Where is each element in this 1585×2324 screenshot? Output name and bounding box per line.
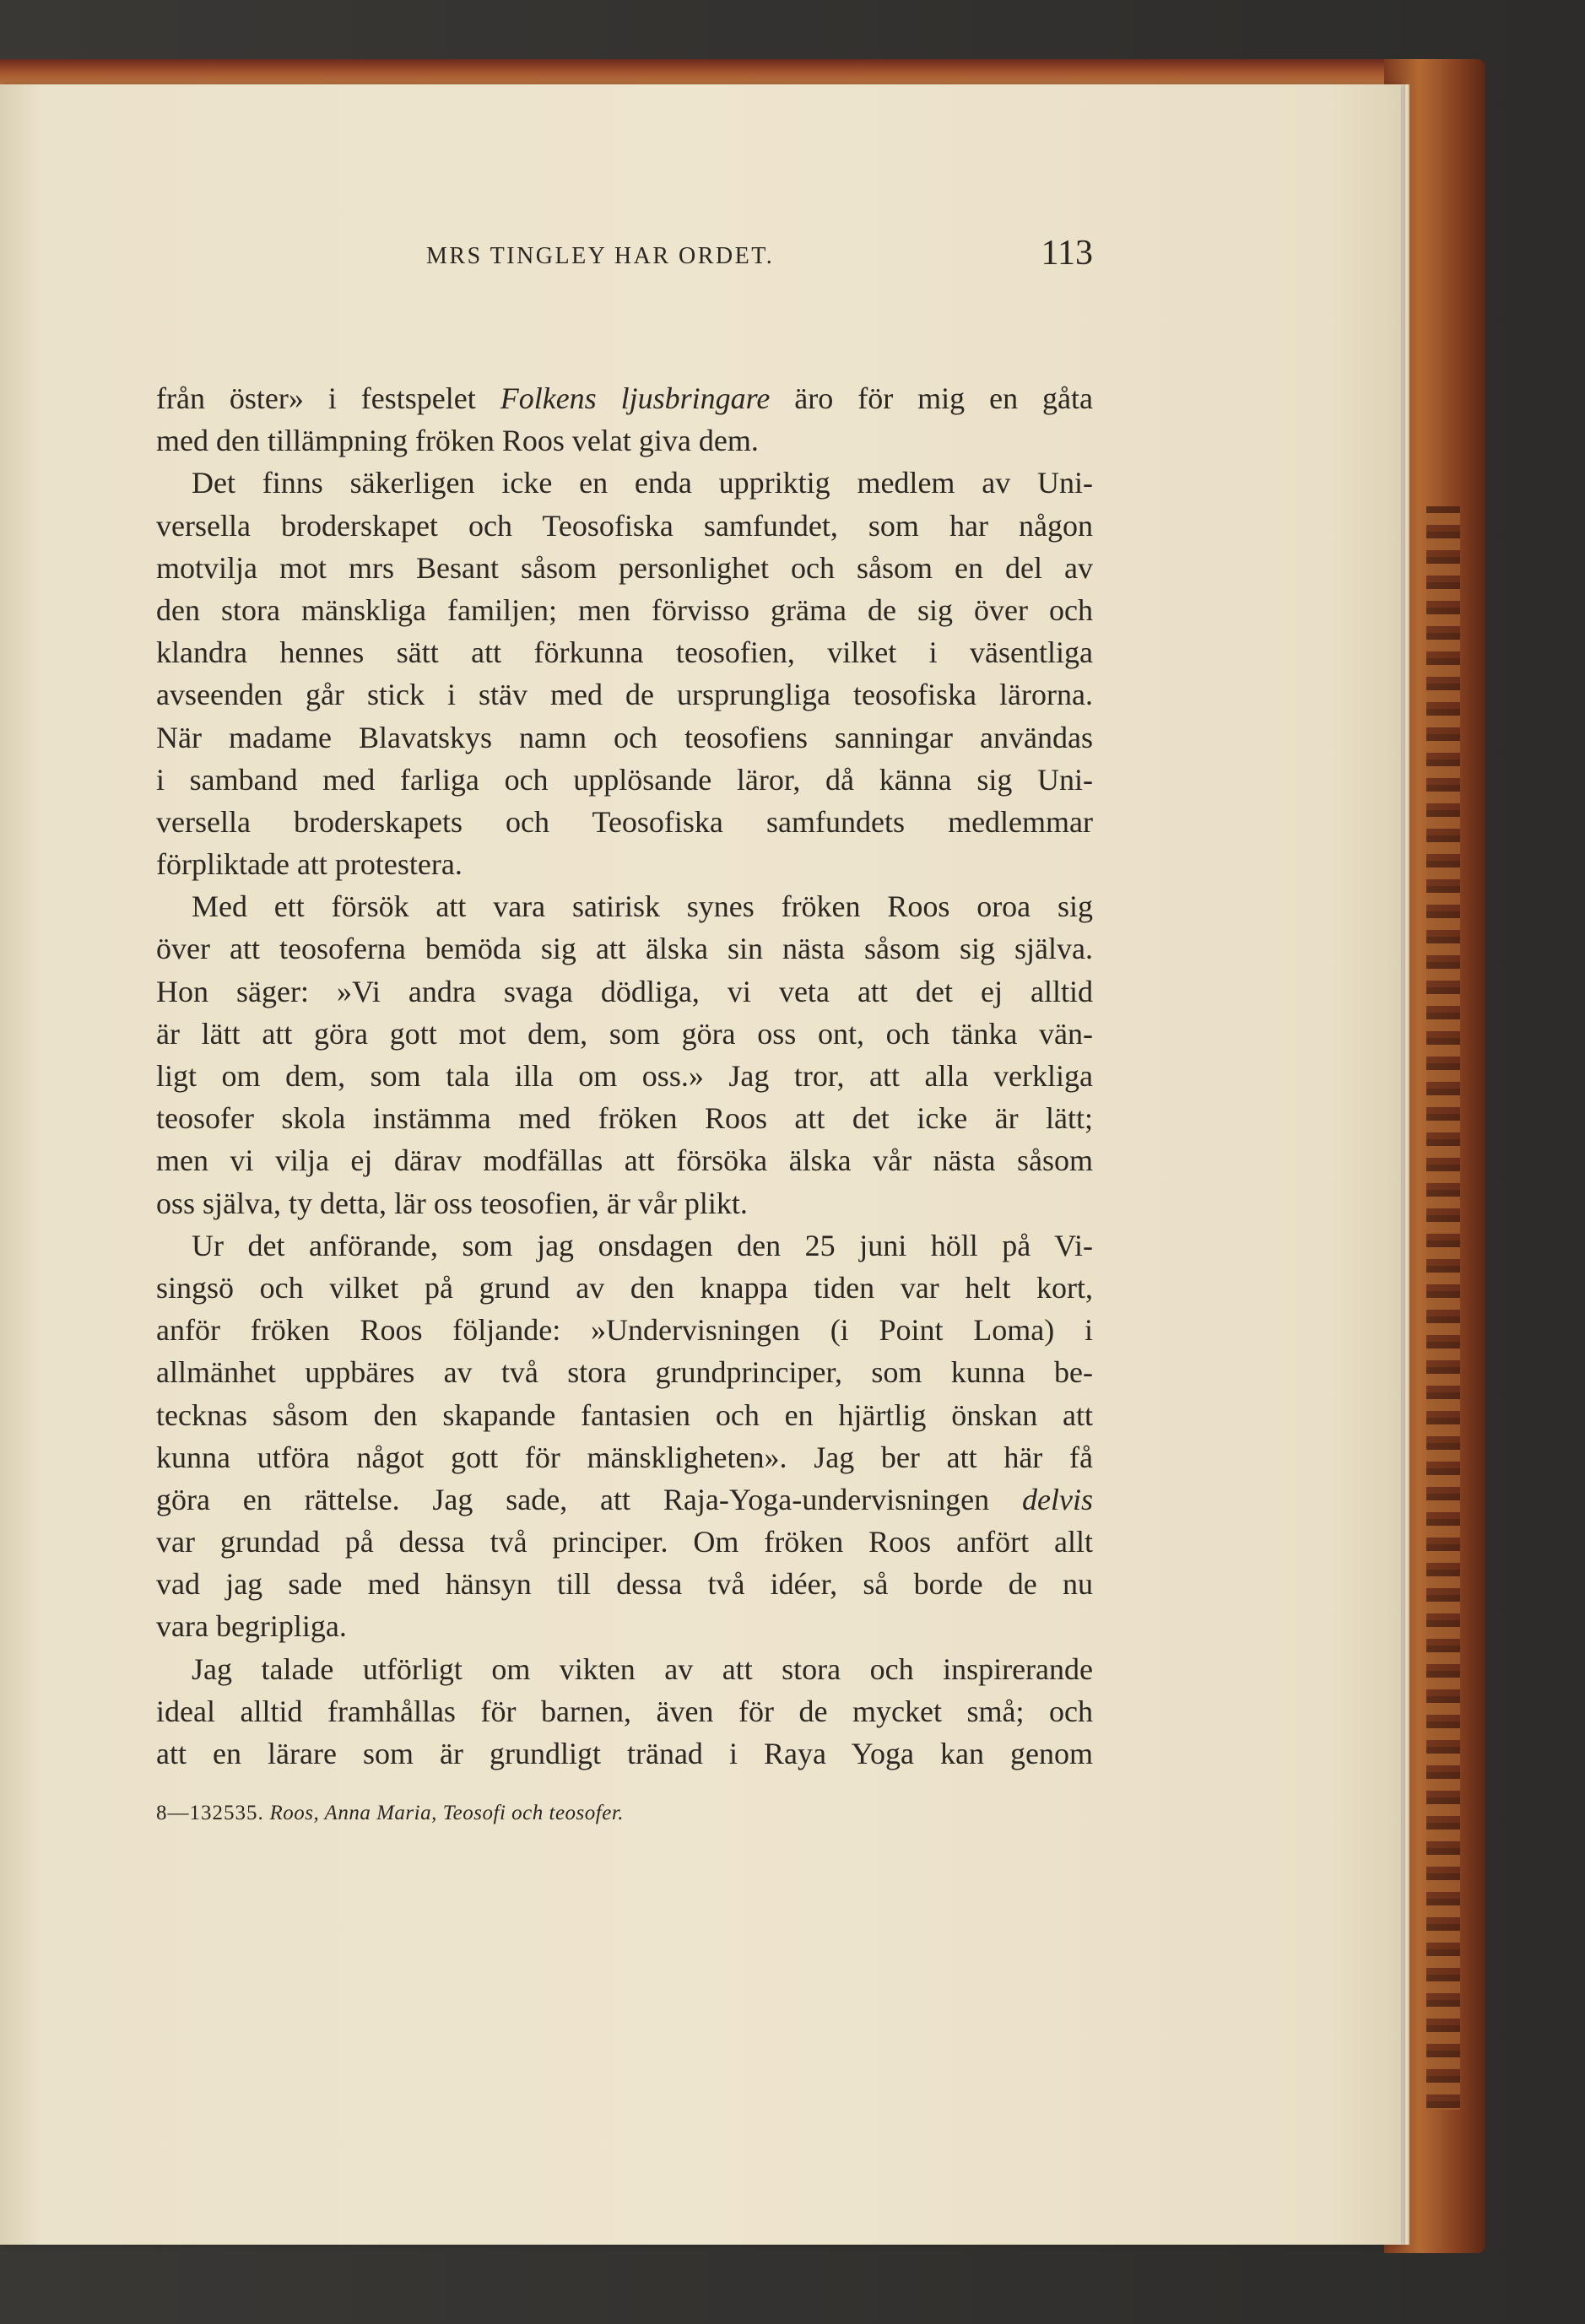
- text-line-1: [156, 377, 1093, 419]
- text-line: Med ett försök att vara satirisk synes fröken Roos oroa sig: [192, 889, 1093, 924]
- text-line: men vi vilja ej därav modfällas att försöka älska vår nästa såsom: [156, 1143, 1093, 1178]
- text-line: ideal alltid framhållas för barnen, även för de mycket små; och: [156, 1694, 1093, 1728]
- text-line: Det finns säkerligen icke en enda uppriktig medlem av Uni-: [192, 466, 1093, 500]
- running-head: MRS TINGLEY HAR ORDET.: [426, 243, 775, 269]
- text-line: tecknas såsom den skapande fantasien och en hjärtlig önskan att: [156, 1397, 1093, 1432]
- text-line: i samband med farliga och upplösande läror, då känna sig Uni-: [156, 762, 1093, 797]
- text-line-26-content: göra en rättelse. Jag sade, att Raja-Yoga-undervisningen delvis: [156, 1482, 1093, 1516]
- signature-mark: 8—132535.: [156, 1802, 264, 1824]
- text-line: att en lärare som är grundligt tränad i Raya Yoga kan genom: [156, 1737, 1093, 1770]
- text-line: var grundad på dessa två principer. Om fröken Roos anfört allt: [156, 1525, 1093, 1559]
- text-line: är lätt att göra gott mot dem, som göra oss ont, och tänka vän-: [156, 1016, 1093, 1051]
- text-line: kunna utföra något gott för mänskligheten». Jag ber att här få: [156, 1440, 1093, 1474]
- text-line: singsö och vilket på grund av den knappa tiden var helt kort,: [156, 1270, 1093, 1305]
- text-line: versella broderskapet och Teosofiska samfundet, som har någon: [156, 508, 1093, 543]
- marbled-cover-pattern: [1426, 506, 1460, 2110]
- text-line: vara begripliga.: [156, 1609, 347, 1644]
- text-line: ligt om dem, som tala illa om oss.» Jag tror, att alla verkliga: [156, 1059, 1093, 1093]
- text-line: den stora mänskliga familjen; men förvisso gräma de sig över och: [156, 592, 1093, 627]
- page-header: [156, 228, 1093, 278]
- body-text: [156, 377, 1093, 1775]
- text-line: allmänhet uppbäres av två stora grundprinciper, som kunna be-: [156, 1355, 1093, 1390]
- page-number: 113: [1041, 234, 1093, 273]
- text-line: oss själva, ty detta, lär oss teosofien, är vår plikt.: [156, 1186, 748, 1220]
- text-line: Hon säger: »Vi andra svaga dödliga, vi veta att det ej alltid: [156, 974, 1093, 1008]
- text-line: När madame Blavatskys namn och teosofiens sanningar användas: [156, 720, 1093, 754]
- footer-title: Teosofi och teosofer.: [442, 1802, 625, 1824]
- text-line-26: [156, 1478, 1093, 1521]
- text-line: motvilja mot mrs Besant såsom personlighet och såsom en del av: [156, 550, 1093, 585]
- signature-footer: [156, 1802, 624, 1825]
- text-line: vad jag sade med hänsyn till dessa två idéer, så borde de nu: [156, 1567, 1093, 1602]
- text-line: förpliktade att protestera.: [156, 847, 463, 882]
- text-line: avseenden går stick i stäv med de ursprungliga teosofiska lärorna.: [156, 678, 1093, 712]
- text-line-1-content: från öster» i festspelet Folkens ljusbringare äro för mig en gåta: [156, 381, 1094, 415]
- footer-author: Roos, Anna Maria,: [269, 1802, 437, 1824]
- text-line: över att teosoferna bemöda sig att älska sin nästa såsom sig själva.: [156, 932, 1093, 966]
- italic-phrase: delvis: [1022, 1482, 1093, 1516]
- text-line: Jag talade utförligt om vikten av att stora och inspirerande: [192, 1651, 1093, 1686]
- text-line: Ur det anförande, som jag onsdagen den 25 juni höll på Vi-: [192, 1228, 1093, 1262]
- text-line: med den tillämpning fröken Roos velat giva dem.: [156, 424, 759, 458]
- text-line: anför fröken Roos följande: »Undervisningen (i Point Loma) i: [156, 1313, 1093, 1348]
- text-line: klandra hennes sätt att förkunna teosofien, vilket i väsentliga: [156, 635, 1093, 670]
- italic-phrase: Folkens ljusbringare: [500, 381, 771, 415]
- text-line: versella broderskapets och Teosofiska samfundets medlemmar: [156, 804, 1093, 839]
- text-line: teosofer skola instämma med fröken Roos att det icke är lätt;: [156, 1101, 1093, 1136]
